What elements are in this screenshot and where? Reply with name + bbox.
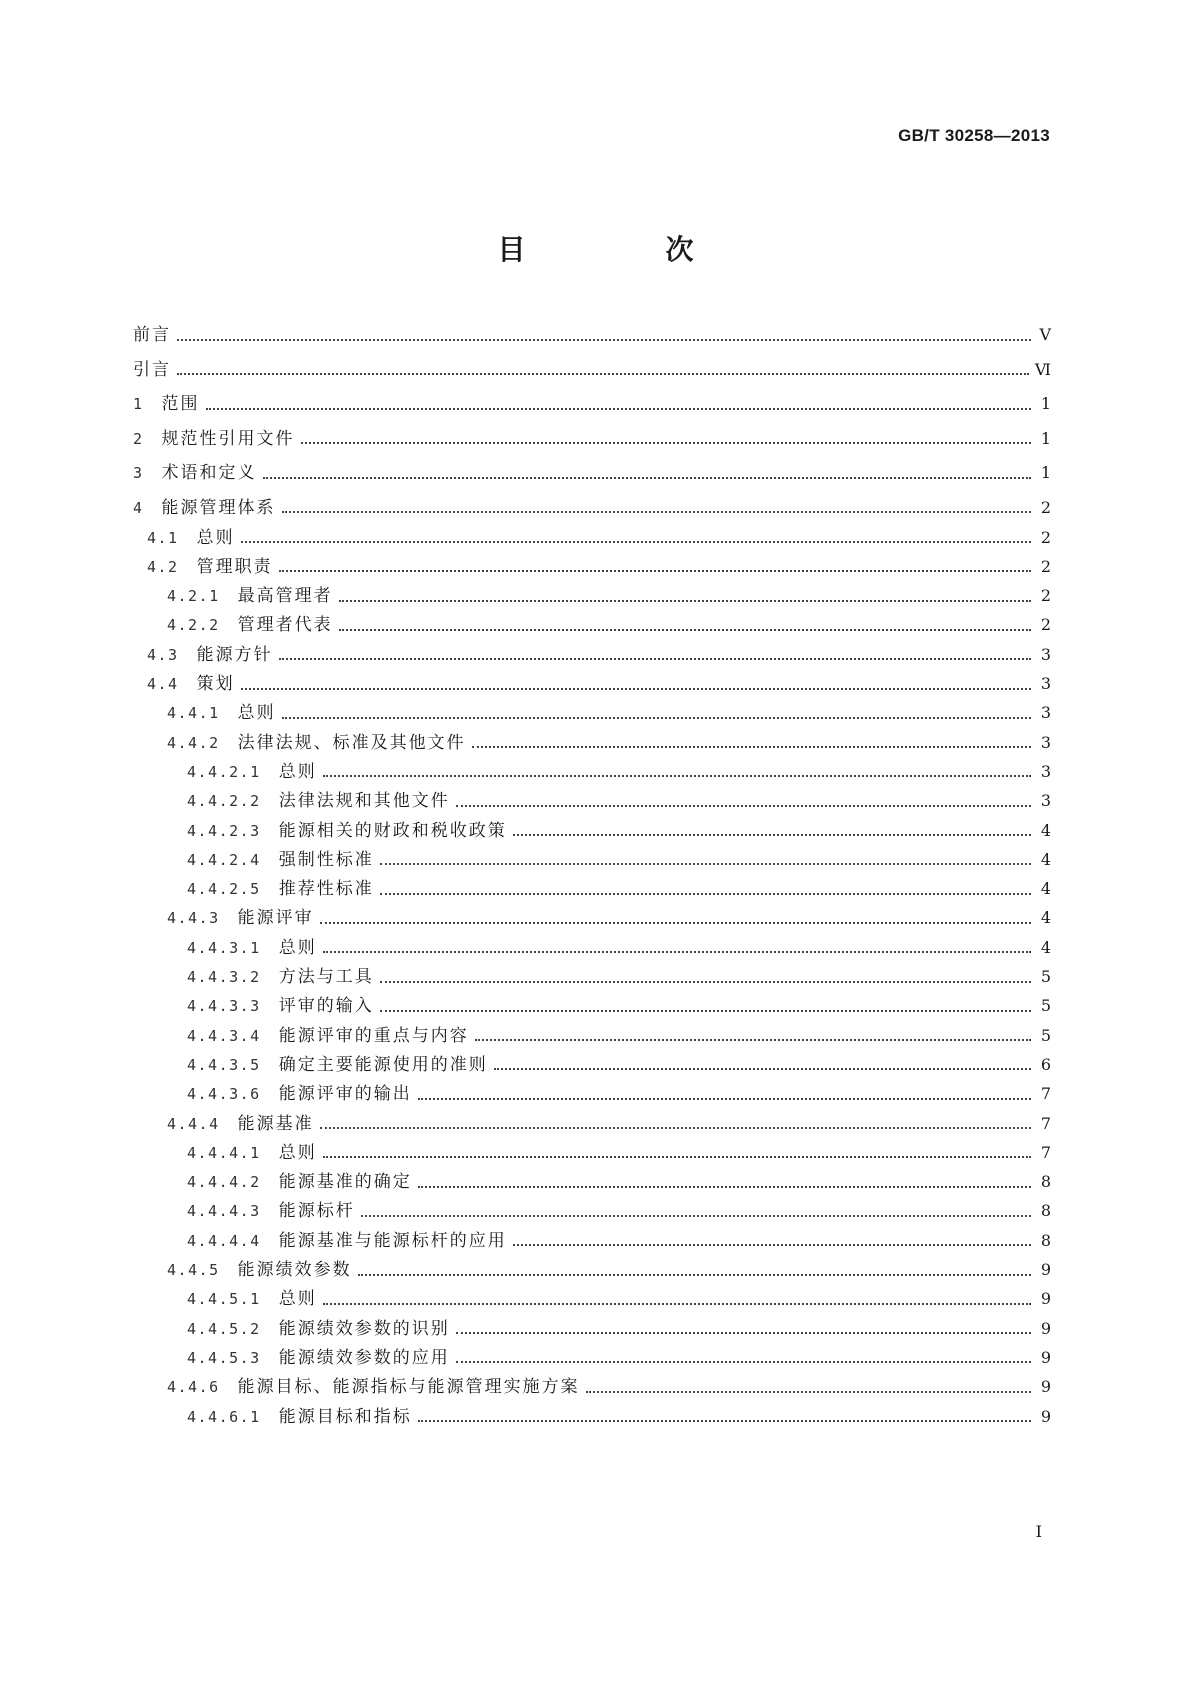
toc-leader-dots	[380, 1009, 1031, 1012]
toc-entry-number: 4.2.1	[167, 587, 220, 606]
toc-entry[interactable]	[133, 389, 1051, 419]
toc-leader-dots	[456, 1360, 1031, 1363]
toc-entry[interactable]	[133, 1138, 1051, 1168]
toc-entry-title: 评审的输入	[278, 996, 374, 1017]
toc-entry[interactable]	[133, 320, 1051, 350]
toc-leader-dots	[513, 833, 1031, 836]
toc-entry-page: 1	[1040, 463, 1051, 482]
toc-entry-number: 4.4.4.1	[187, 1143, 261, 1162]
toc-entry-title: 总则	[237, 703, 276, 724]
toc-leader-dots	[380, 862, 1031, 865]
toc-entry-title: 总则	[278, 1142, 317, 1163]
toc-entry-title: 能源绩效参数	[237, 1260, 352, 1280]
toc-entry[interactable]	[133, 1050, 1051, 1080]
toc-leader-dots	[418, 1097, 1031, 1100]
toc-entry-page: 5	[1040, 1025, 1051, 1045]
toc-leader-dots	[323, 774, 1031, 777]
toc-entry-title: 范围	[161, 394, 200, 414]
toc-entry-page: 2	[1040, 497, 1051, 517]
toc-leader-dots	[475, 1038, 1031, 1041]
toc-entry[interactable]	[133, 728, 1051, 758]
toc-entry-page: 4	[1040, 908, 1051, 928]
toc-leader-dots	[301, 441, 1031, 444]
toc-entry[interactable]	[133, 1021, 1051, 1051]
toc-entry[interactable]	[133, 1226, 1051, 1256]
toc-entry[interactable]	[133, 581, 1051, 611]
page-number: Ⅰ	[1035, 1522, 1042, 1541]
toc-entry[interactable]	[133, 1402, 1051, 1432]
toc-entry[interactable]	[133, 933, 1051, 963]
toc-entry-number: 4.4.2.2	[187, 792, 261, 811]
toc-entry-title: 总则	[278, 1289, 317, 1310]
toc-entry-page: 3	[1040, 791, 1051, 811]
toc-entry[interactable]	[133, 523, 1051, 553]
toc-entry-number: 4.4.4	[167, 1114, 220, 1133]
toc-leader-dots	[339, 628, 1031, 631]
toc-entry[interactable]	[133, 552, 1051, 582]
toc-entry-title: 强制性标准	[278, 849, 374, 870]
toc-entry-page: 3	[1040, 644, 1051, 664]
toc-leader-dots	[456, 804, 1031, 807]
toc-leader-dots	[494, 1067, 1031, 1070]
toc-leader-dots	[279, 569, 1031, 572]
toc-leader-dots	[177, 338, 1031, 341]
toc-entry-title: 能源基准	[237, 1113, 314, 1134]
toc-entry-title: 规范性引用文件	[161, 428, 295, 449]
toc-entry[interactable]	[133, 874, 1051, 904]
toc-entry-number: 4.4.3.6	[187, 1085, 261, 1104]
toc-leader-dots	[323, 1302, 1031, 1305]
toc-entry-number: 4.4.2.4	[187, 850, 261, 869]
toc-entry-number: 4.2.2	[167, 616, 220, 635]
toc-entry-page: Ⅵ	[1034, 359, 1051, 379]
toc-entry-page: Ⅴ	[1039, 325, 1051, 344]
toc-leader-dots	[472, 745, 1031, 748]
toc-entry[interactable]	[133, 698, 1051, 728]
toc-entry-title: 能源评审的输出	[278, 1084, 412, 1105]
toc-entry-title: 能源管理体系	[161, 497, 276, 518]
toc-entry-title: 术语和定义	[161, 463, 257, 483]
toc-entry-number: 4.4.3.3	[187, 997, 261, 1016]
toc-entry-number: 4.2	[147, 557, 179, 576]
toc-entry-title: 法律法规、标准及其他文件	[237, 732, 466, 753]
toc-entry-title: 能源评审的重点与内容	[278, 1025, 469, 1046]
toc-entry-page: 9	[1040, 1406, 1051, 1426]
toc-entry-number: 4.4.1	[167, 704, 220, 723]
toc-entry-page: 4	[1040, 937, 1051, 957]
toc-entry-number: 4.4.6.1	[187, 1407, 261, 1426]
toc-leader-dots	[418, 1419, 1031, 1422]
toc-entry-page: 3	[1040, 761, 1051, 781]
toc-leader-dots	[380, 892, 1031, 895]
toc-entry-title: 确定主要能源使用的准则	[278, 1054, 488, 1075]
toc-entry-number: 4.4.6	[167, 1378, 220, 1397]
toc-entry-page: 8	[1040, 1172, 1051, 1192]
toc-entry-number: 4.4.4.3	[187, 1202, 261, 1221]
toc-entry-page: 2	[1040, 615, 1051, 635]
toc-entry-title: 能源目标和指标	[278, 1406, 412, 1427]
toc-entry-page: 2	[1040, 586, 1051, 606]
toc-entry[interactable]	[133, 1079, 1051, 1109]
toc-entry-title: 能源目标、能源指标与能源管理实施方案	[237, 1377, 580, 1398]
toc-entry-number: 4.4.3	[167, 909, 220, 928]
toc-entry[interactable]	[133, 1109, 1051, 1139]
toc-entry[interactable]	[133, 610, 1051, 640]
toc-entry[interactable]	[133, 845, 1051, 875]
toc-entry-page: 7	[1040, 1142, 1051, 1162]
toc-entry-number: 4.4.5.2	[187, 1319, 261, 1338]
toc-leader-dots	[418, 1185, 1031, 1188]
toc-entry-number: 4.4	[147, 675, 179, 693]
toc-entry-page: 6	[1040, 1054, 1051, 1074]
toc-leader-dots	[358, 1273, 1031, 1276]
toc-leader-dots	[241, 540, 1031, 543]
toc-entry-number: 1	[133, 395, 144, 413]
toc-entry-title: 能源绩效参数的识别	[278, 1318, 450, 1339]
toc-leader-dots	[206, 407, 1031, 410]
toc-entry[interactable]	[133, 1167, 1051, 1197]
toc-entry-title: 能源相关的财政和税收政策	[278, 820, 507, 841]
toc-entry-number: 4.4.2.3	[187, 821, 261, 840]
toc-entry-number: 2	[133, 429, 144, 448]
toc-entry[interactable]	[133, 757, 1051, 787]
toc-entry[interactable]	[133, 640, 1051, 670]
page-title: 目 次	[497, 233, 750, 266]
toc-leader-dots	[339, 599, 1031, 602]
toc-entry[interactable]	[133, 424, 1051, 454]
toc-leader-dots	[361, 1214, 1031, 1217]
toc-entry-number: 4.4.2	[167, 733, 220, 752]
toc-entry-page: 4	[1040, 879, 1051, 899]
toc-entry-title: 能源基准与能源标杆的应用	[278, 1230, 507, 1251]
toc-entry-title: 能源绩效参数的应用	[278, 1347, 450, 1368]
toc-entry-page: 8	[1040, 1201, 1051, 1221]
toc-entry-page: 7	[1040, 1113, 1051, 1133]
toc-entry-number: 4.4.5.3	[187, 1348, 261, 1367]
toc-entry-title: 能源基准的确定	[278, 1172, 412, 1193]
toc-entry-number: 4.4.4.4	[187, 1231, 261, 1250]
standard-code: GB/T 30258—2013	[898, 126, 1050, 145]
toc-leader-dots	[323, 1155, 1031, 1158]
toc-entry-title: 能源评审	[237, 908, 314, 929]
toc-entry-page: 9	[1040, 1347, 1051, 1367]
toc-entry-number: 4.4.2.1	[187, 762, 261, 781]
toc-entry-title: 总则	[278, 937, 317, 958]
toc-leader-dots	[323, 950, 1031, 953]
toc-leader-dots	[380, 980, 1031, 983]
toc-entry-page: 5	[1040, 967, 1051, 986]
toc-entry[interactable]	[133, 962, 1051, 992]
toc-leader-dots	[320, 1126, 1031, 1129]
toc-entry[interactable]	[133, 493, 1051, 523]
toc-entry-page: 1	[1040, 428, 1051, 448]
toc-entry-page: 4	[1040, 849, 1051, 869]
toc-entry[interactable]	[133, 903, 1051, 933]
toc-leader-dots	[177, 372, 1029, 375]
toc-leader-dots	[513, 1243, 1031, 1246]
toc-entry[interactable]	[133, 786, 1051, 816]
toc-entry[interactable]	[133, 669, 1051, 699]
toc-entry-page: 4	[1040, 820, 1051, 840]
toc-entry-page: 9	[1040, 1318, 1051, 1338]
toc-entry-page: 2	[1040, 527, 1051, 547]
toc-entry[interactable]	[133, 458, 1051, 488]
toc-entry-number: 4.4.4.2	[187, 1173, 261, 1192]
toc-leader-dots	[320, 921, 1031, 924]
toc-entry-page: 3	[1040, 674, 1051, 693]
toc-entry-title: 总则	[196, 527, 235, 548]
toc-entry-number: 4.4.5	[167, 1261, 220, 1279]
toc-entry-title: 引言	[133, 359, 171, 380]
toc-entry[interactable]	[133, 355, 1051, 385]
toc-leader-dots	[586, 1390, 1031, 1393]
toc-entry-number: 4.4.3.5	[187, 1055, 261, 1074]
toc-leader-dots	[241, 687, 1031, 690]
toc-entry[interactable]	[133, 1343, 1051, 1373]
toc-entry[interactable]	[133, 1196, 1051, 1226]
toc-entry-page: 8	[1040, 1230, 1051, 1250]
toc-leader-dots	[282, 716, 1031, 719]
toc-entry-title: 能源标杆	[278, 1201, 355, 1222]
toc-entry-number: 4.3	[147, 645, 179, 664]
toc-entry-page: 3	[1040, 732, 1051, 752]
toc-entry-page: 9	[1040, 1289, 1051, 1309]
toc-entry-title: 最高管理者	[237, 586, 333, 607]
toc-entry-number: 4.4.3.4	[187, 1026, 261, 1045]
toc-entry-page: 5	[1040, 996, 1051, 1016]
toc-entry-title: 总则	[278, 761, 317, 782]
toc-entry[interactable]	[133, 1284, 1051, 1314]
toc-entry-number: 4.4.3.2	[187, 968, 261, 986]
toc-entry-title: 方法与工具	[278, 967, 374, 987]
toc-entry-title: 推荐性标准	[278, 879, 374, 900]
toc-entry-page: 3	[1040, 703, 1051, 723]
toc-entry-title: 前言	[133, 325, 171, 345]
toc-entry-number: 4.4.5.1	[187, 1290, 261, 1309]
toc-entry-number: 4.1	[147, 528, 179, 547]
toc-leader-dots	[279, 657, 1031, 660]
toc-entry-title: 能源方针	[196, 644, 273, 665]
toc-entry-title: 管理者代表	[237, 615, 333, 636]
toc-entry[interactable]	[133, 1372, 1051, 1402]
toc-entry-number: 4	[133, 498, 144, 517]
toc-entry-title: 法律法规和其他文件	[278, 791, 450, 812]
toc-entry-number: 4.4.2.5	[187, 880, 261, 899]
toc-entry[interactable]	[133, 1314, 1051, 1344]
toc-entry-title: 策划	[196, 674, 235, 694]
toc-entry-page: 2	[1040, 556, 1051, 576]
toc-entry-page: 9	[1040, 1260, 1051, 1279]
toc-entry-title: 管理职责	[196, 556, 273, 577]
toc-entry[interactable]	[133, 991, 1051, 1021]
toc-leader-dots	[456, 1331, 1031, 1334]
toc-entry-page: 9	[1040, 1377, 1051, 1397]
toc-entry-page: 7	[1040, 1084, 1051, 1104]
toc-entry-number: 4.4.3.1	[187, 938, 261, 957]
toc-entry[interactable]	[133, 1255, 1051, 1285]
toc-leader-dots	[282, 510, 1031, 513]
toc-entry-number: 3	[133, 464, 144, 482]
toc-leader-dots	[263, 476, 1031, 479]
toc-entry[interactable]	[133, 816, 1051, 846]
toc-entry-page: 1	[1040, 394, 1051, 413]
